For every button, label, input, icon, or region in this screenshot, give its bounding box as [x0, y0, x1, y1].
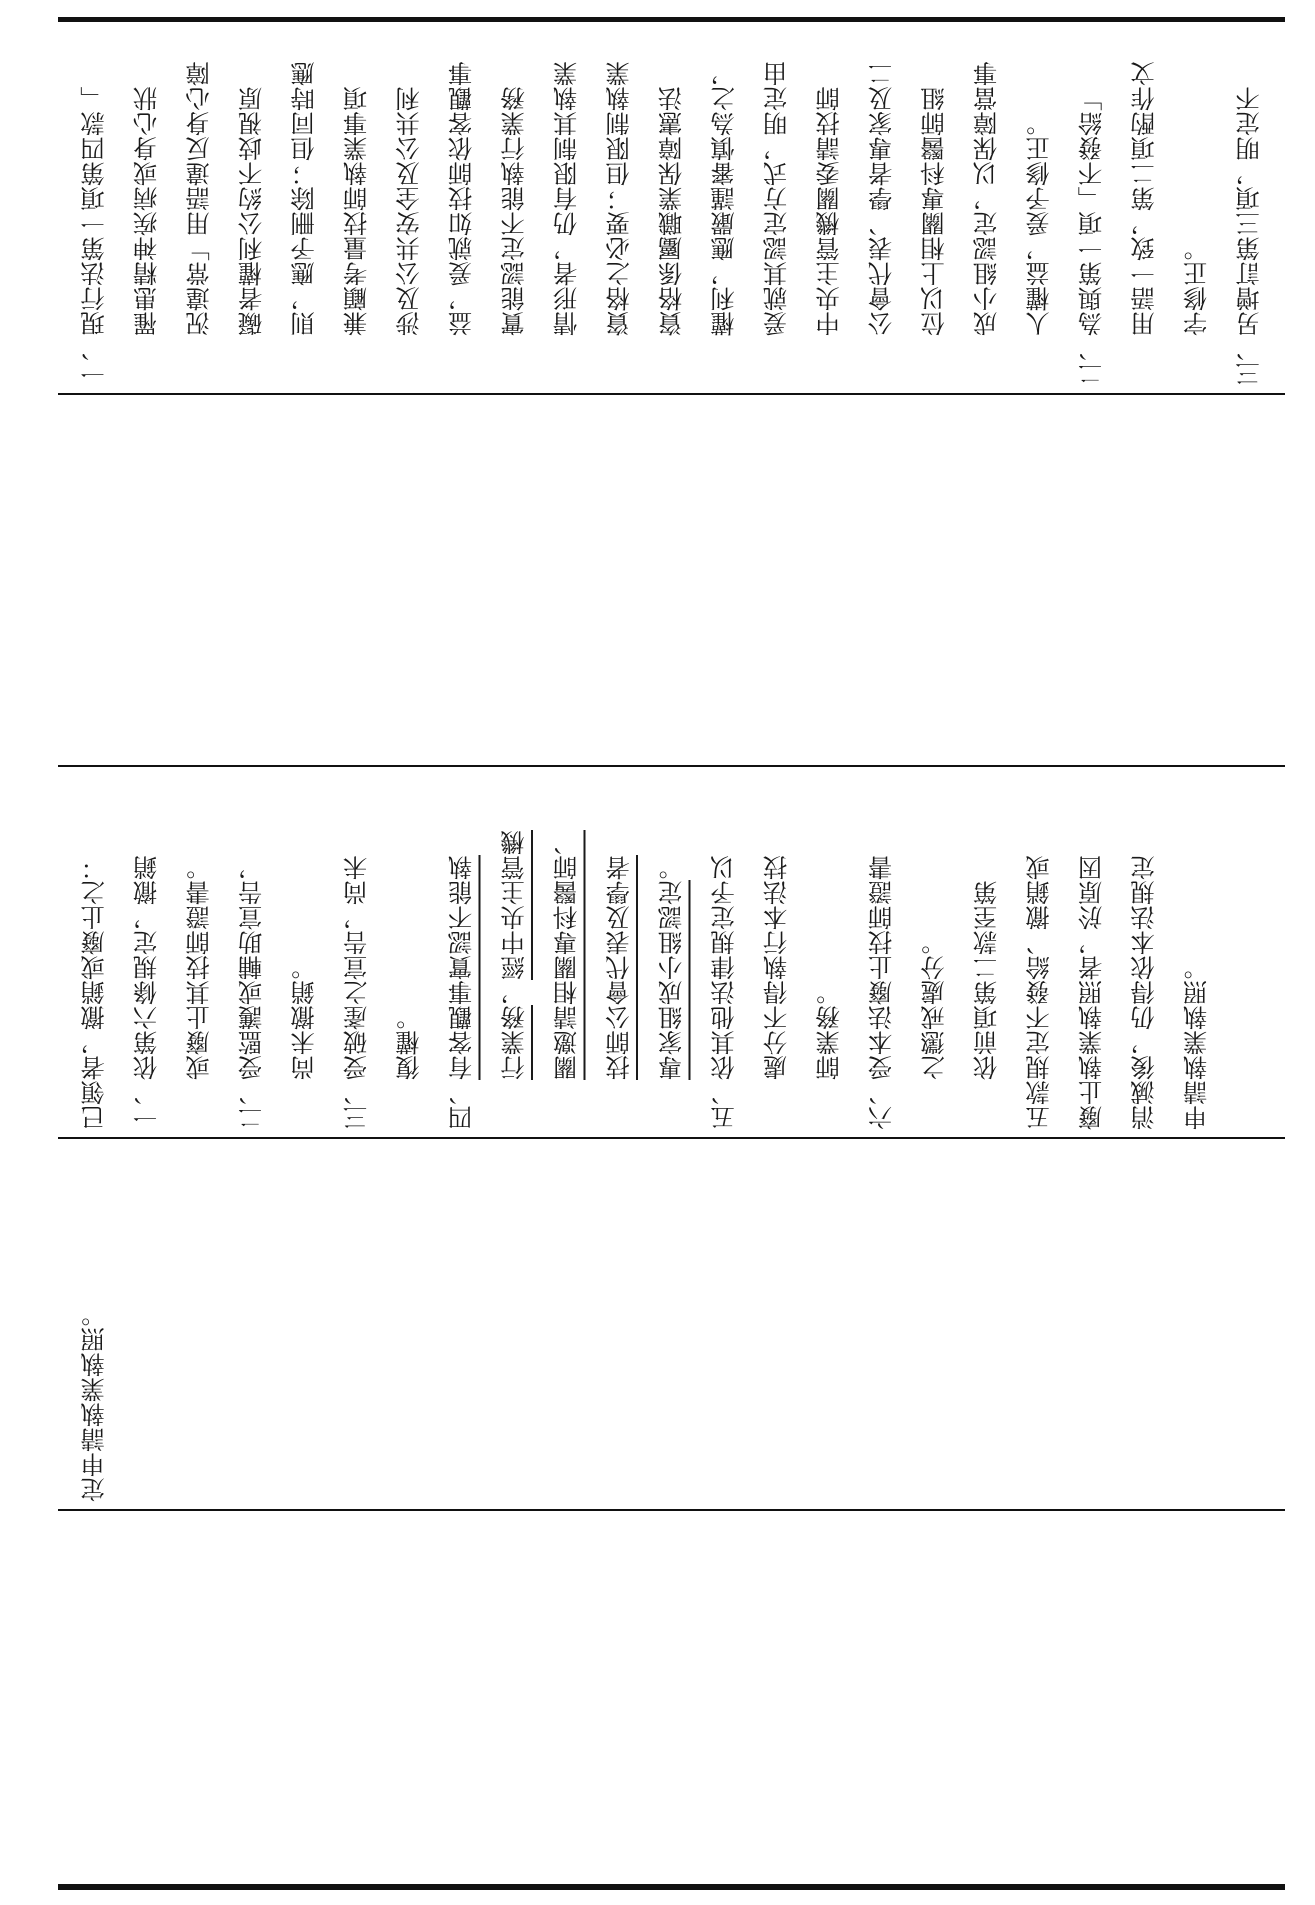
- explanation-line: 用語一致，第二項酌作文: [1129, 61, 1158, 386]
- article-line: 一、依第六條規定，撤銷: [131, 855, 161, 1130]
- article-line: 二、受監護或輔助宣告，: [236, 855, 266, 1130]
- amended-text: 技師公會代表及學者: [604, 855, 633, 1080]
- article-line: 師業務。: [814, 980, 843, 1130]
- explanation-line: 一、現行法第一項第四款「: [79, 86, 108, 386]
- explanation-line: 益，爰就如技師依客觀事: [446, 61, 476, 386]
- plain-text: [552, 1080, 581, 1130]
- article-line: 五款規定不發給、撤銷或: [1024, 855, 1053, 1130]
- empty-cell: [58, 1512, 1285, 1882]
- article-line: 申請執業執照。: [1181, 955, 1211, 1130]
- amended-text: 關邀請相關專科醫師、: [551, 830, 581, 1080]
- item-number: 四、: [446, 1080, 476, 1130]
- amended-article-text: [68, 774, 1223, 1130]
- explanation-line: 則，應予刪除；但同時應: [289, 61, 318, 386]
- amended-article-cell: [58, 768, 1285, 1136]
- article-line: 廢止執業執照者，於原因: [1076, 855, 1106, 1130]
- article-line: 尚未撤銷。: [289, 955, 318, 1130]
- article-line: 處分不得執行本法技: [761, 855, 791, 1130]
- explanation-line: 成小組認定，以保障當事: [971, 61, 1001, 386]
- article-line: 六、受本法廢止技師證書: [866, 855, 896, 1130]
- plain-text: ，: [499, 980, 528, 1005]
- amended-text: 經中央主管機: [499, 830, 528, 980]
- row-divider: [58, 765, 1285, 767]
- article-line: 已領者，撤銷或廢止之：: [79, 855, 108, 1130]
- explanation-line: 罹患精神疾病或身心狀: [131, 86, 161, 386]
- explanation-cell: [58, 24, 1285, 392]
- explanation-line: 權利，應嚴謹審慎為之，: [709, 61, 738, 386]
- row-divider: [58, 1137, 1285, 1139]
- explanation-line: 兼顧考量技師執業事項: [341, 86, 371, 386]
- article-line-amended: [436, 774, 489, 1130]
- explanation-line: 字修正。: [1181, 236, 1211, 386]
- explanation-line: 實能認定不能執行業務: [499, 86, 528, 386]
- plain-text: [499, 1080, 528, 1130]
- table-bottom-rule: [58, 1884, 1285, 1890]
- article-line-amended: [488, 774, 541, 1130]
- plain-text: 。: [656, 855, 686, 880]
- explanation-line: 中央主管機關委請技師: [814, 86, 843, 386]
- amended-text: 行業務: [499, 1005, 528, 1080]
- explanation-line: 位以上相關專科醫師組: [919, 86, 948, 386]
- continuation-cell: [58, 1140, 1285, 1508]
- explanation-line: 涉及公共安全及公共利: [394, 86, 423, 386]
- explanation-line: 三、另增訂第三項，明定不: [1234, 86, 1263, 386]
- continuation-text: 定申請執業執照。: [79, 1302, 108, 1502]
- plain-text: [604, 1080, 633, 1130]
- explanation-line: 人權益，爰予修正。: [1024, 111, 1053, 386]
- article-line: 三、受破產之宣告，尚未: [341, 855, 371, 1130]
- explanation-line: 資格之必要；但限制執業: [604, 61, 633, 386]
- explanation-line: 二、為與第一項「不發給」: [1076, 86, 1106, 386]
- article-line: 五、依其他法律規定予以: [709, 855, 738, 1130]
- explanation-line: 爰就其認定方式，明定由: [761, 61, 791, 386]
- explanation-line: 況違常」用語違反身心障: [184, 61, 213, 386]
- table-top-rule: [58, 17, 1285, 22]
- row-divider: [58, 393, 1285, 395]
- empty-cell: [58, 396, 1285, 764]
- explanation-line: 公會代表、學者專家及二: [866, 61, 896, 386]
- article-line-amended: [593, 774, 646, 1130]
- amended-text: 專家組成小組認定: [656, 880, 686, 1080]
- explanation-line: 情形者，仍有限制其執業: [551, 61, 581, 386]
- explanation-text: [68, 30, 1276, 386]
- article-line: 依前項第二款至第: [971, 880, 1001, 1130]
- article-line: 之懲戒處分。: [919, 930, 948, 1130]
- article-line-amended: [541, 774, 594, 1130]
- row-divider: [58, 1509, 1285, 1511]
- article-line: 消滅後，仍得依本法規定: [1129, 855, 1158, 1130]
- explanation-line: 資格係屬職業保障憲法: [656, 86, 686, 386]
- explanation-line: 礙者權利公約不歧視原: [236, 86, 266, 386]
- amended-text: 有客觀事實認不能執: [446, 855, 476, 1080]
- article-line: 或廢止其技師證書。: [184, 855, 213, 1130]
- plain-text: [657, 1080, 686, 1130]
- article-line: 復權。: [394, 1005, 423, 1130]
- article-line-amended: [646, 774, 699, 1130]
